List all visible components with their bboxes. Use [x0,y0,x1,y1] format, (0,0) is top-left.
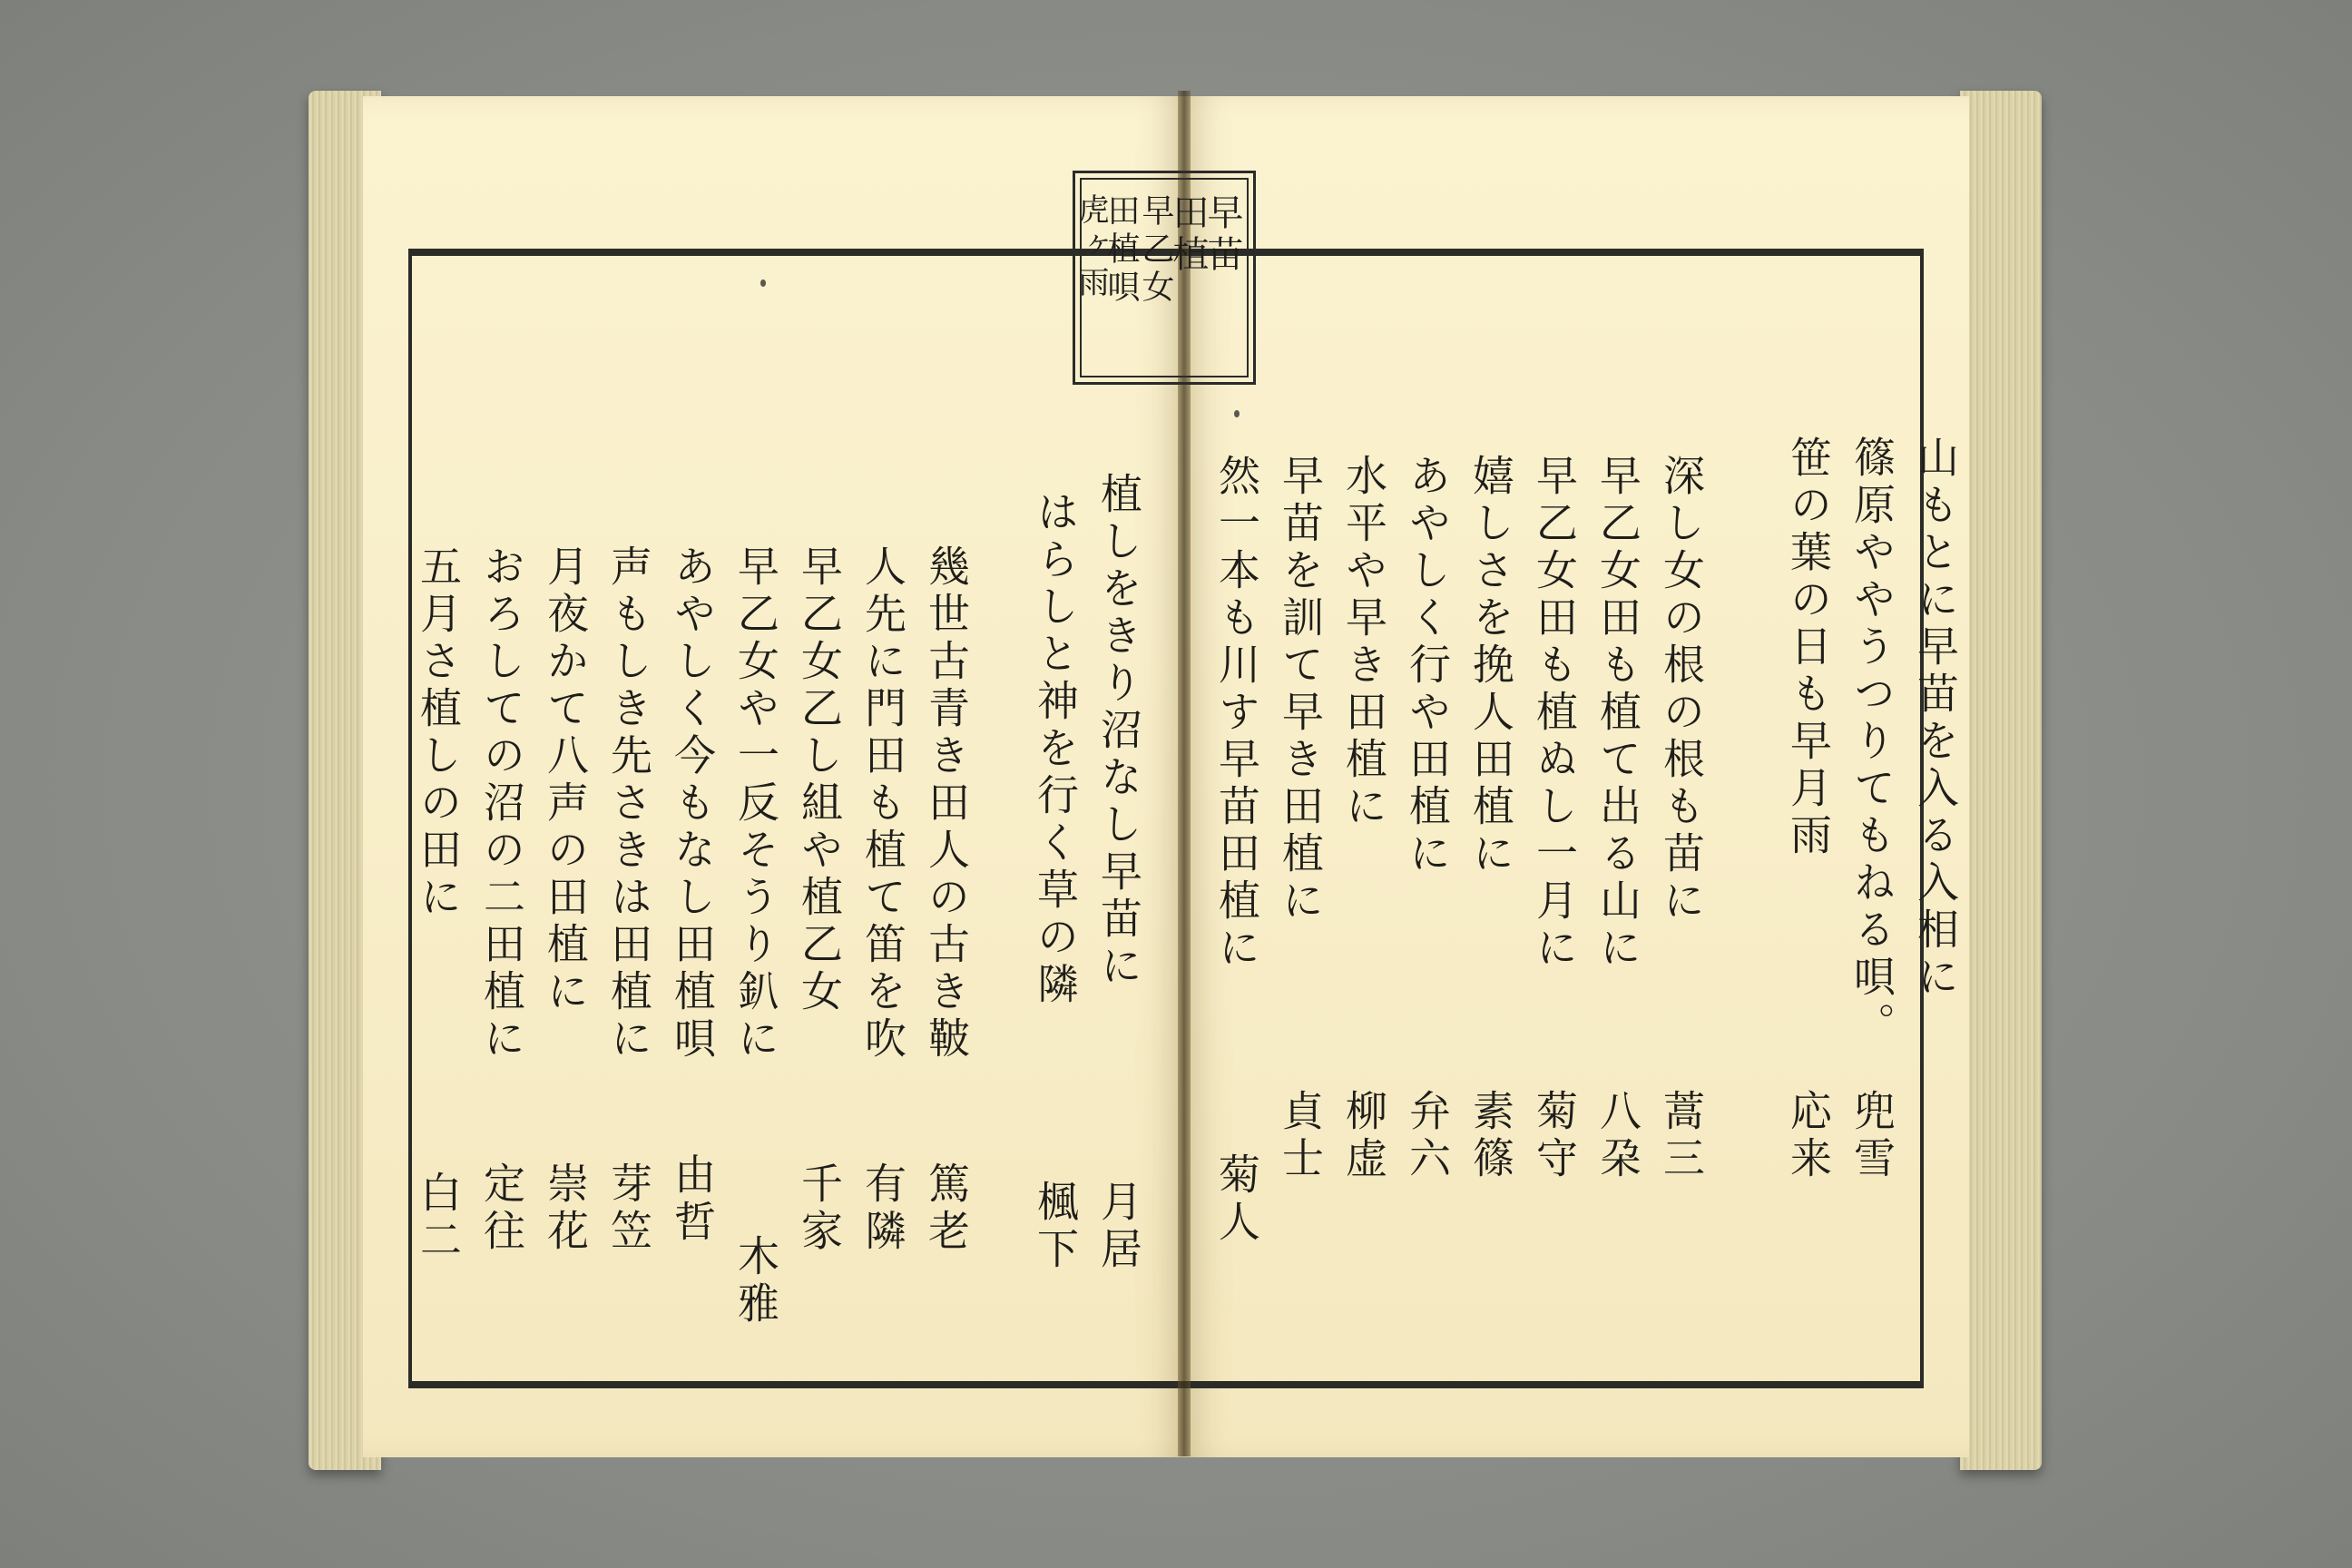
author-name: 応来 [1784,1089,1833,1183]
verse-column: 人先に門田も植て笛を吹 [858,544,907,1063]
verse-column: 山もとに早苗を入る入相に [1911,436,1960,1002]
ink-spot [1234,410,1240,417]
author-name: 八朶 [1593,1089,1642,1183]
title-line: 田植唄 [1102,193,1140,308]
author-name: 楓下 [1031,1180,1080,1274]
verse-column: 早乙女田も植て出る山に [1593,454,1642,973]
author-name: 由哲 [668,1152,717,1247]
verse-column: あやしく今もなし田植唄 [668,544,717,1063]
author-name: 月居 [1094,1180,1143,1274]
verse-column: 早乙女田も植ぬし一月に [1530,454,1579,973]
author-name: 芽笠 [604,1161,653,1256]
author-name: 定往 [477,1161,526,1256]
author-name: 有隣 [858,1161,907,1256]
verse-column: おろしての沼の二田植に [477,544,526,1063]
author-name: 弁六 [1403,1089,1452,1183]
title-box [1073,171,1256,385]
verse-column: 早乙女や一反そうり釟に [731,544,780,1063]
author-name: 菊守 [1530,1089,1579,1183]
title-line: 田植 [1167,193,1209,277]
verse-column: 早苗を訓て早き田植に [1276,454,1325,926]
title-line: 早苗 [1201,193,1243,277]
author-name: 木雅 [731,1234,780,1328]
verse-column: 月夜かて八声の田植に [541,544,590,1016]
author-name: 崇花 [541,1161,590,1256]
verse-column: 幾世古青き田人の古き鞁 [922,544,971,1063]
verse-column: 然一本も川す早苗田植に [1212,454,1261,973]
verse-column: 笹の葉の日も早月雨 [1784,436,1833,860]
verse-column: 篠原ややうつりてもねる唄。 [1847,436,1896,1049]
author-name: 貞士 [1276,1089,1325,1183]
author-name: 篤老 [922,1161,971,1256]
verse-column: 深し女の根の根も苗に [1657,454,1706,926]
title-line: 早乙女 [1137,193,1174,308]
verse-column: はらしと神を行く草の隣 [1031,490,1080,1009]
ink-spot [760,279,766,287]
verse-column: 水平や早き田植に [1339,454,1388,831]
author-name: 白二 [414,1171,463,1265]
right-page-edges [1960,91,2042,1470]
author-name: 素篠 [1466,1089,1515,1183]
title-line: 虎ヶ雨 [1073,193,1109,302]
verse-column: 早乙女乙し組や植乙女 [795,544,844,1016]
author-name: 菊人 [1212,1152,1261,1247]
verse-column: 五月さ植しの田に [414,544,463,922]
author-name: 柳虚 [1339,1089,1388,1183]
verse-column: 声もしき先さきは田植に [604,544,653,1063]
verse-column: 嬉しさを挽人田植に [1466,454,1515,878]
verse-column: 植しをきり沼なし早苗に [1094,472,1143,991]
author-name: 蒿三 [1657,1089,1706,1183]
author-name: 兜雪 [1847,1089,1896,1183]
author-name: 千家 [795,1161,844,1256]
verse-column: あやしく行や田植に [1403,454,1452,878]
